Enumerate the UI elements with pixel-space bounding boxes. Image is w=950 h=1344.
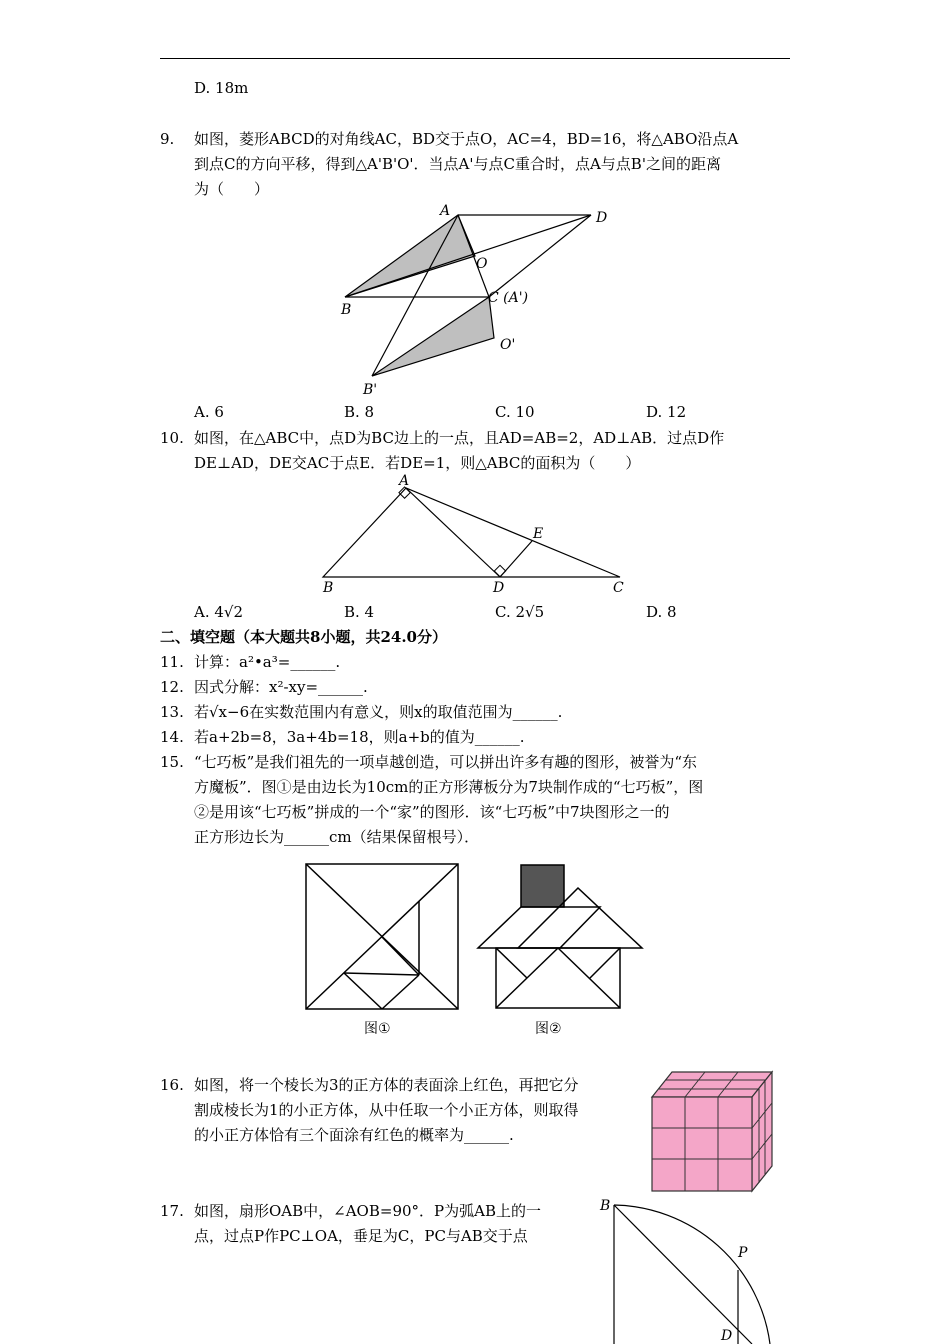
q15-line1: “七巧板”是我们祖先的一项卓越创造，可以拼出许多有趣的图形，被誉为“东 <box>194 753 698 771</box>
q11-number: 11. <box>160 653 184 671</box>
q16-cube-figure <box>645 1065 780 1195</box>
q8-option-d: D. 18m <box>194 79 249 97</box>
q15-line2: 方魔板”．图①是由边长为10cm的正方形薄板分为7块制作成的“七巧板”，图 <box>194 778 704 796</box>
q9-number: 9. <box>160 130 175 148</box>
q17-line1: 如图，扇形OAB中，∠AOB=90°．P为弧AB上的一 <box>194 1202 541 1220</box>
q10-number: 10. <box>160 429 184 447</box>
q10-option-b: B. 4 <box>344 603 375 621</box>
q16-line1: 如图，将一个棱长为3的正方体的表面涂上红色，再把它分 <box>194 1076 579 1094</box>
q15-line4: 正方形边长为______cm（结果保留根号）． <box>194 828 480 846</box>
q9-label-o-prime: O' <box>500 337 516 353</box>
q13-text: 若√x−6在实数范围内有意义，则x的取值范围为______. <box>194 703 563 721</box>
q15-caption-1: 图① <box>364 1021 391 1037</box>
q9-label-a: A <box>440 203 451 219</box>
q10-option-d: D. 8 <box>646 603 677 621</box>
header-rule <box>160 58 790 59</box>
q17-label-d: D <box>721 1328 733 1344</box>
q10-line2: DE⊥AD，DE交AC于点E．若DE=1，则△ABC的面积为（ ） <box>194 454 641 472</box>
q16-line3: 的小正方体恰有三个面涂有红色的概率为______. <box>194 1126 514 1144</box>
q13-number: 13. <box>160 703 184 721</box>
q9-shaded-triangle-abo <box>345 215 475 297</box>
tangram-house-figure <box>478 865 642 1008</box>
q9-option-c: C. 10 <box>495 403 535 421</box>
q10-label-a: A <box>399 473 410 489</box>
q15-figure <box>300 855 650 1045</box>
q9-label-b-prime: B' <box>363 382 378 398</box>
q9-option-a: A. 6 <box>194 403 224 421</box>
q17-label-b: B <box>600 1198 611 1214</box>
q12-text: 因式分解：x²-xy=______. <box>194 678 368 696</box>
q10-label-c: C <box>613 580 624 596</box>
q17-number: 17. <box>160 1202 184 1220</box>
q10-label-b: B <box>323 580 334 596</box>
q10-label-e: E <box>533 526 544 542</box>
q15-number: 15. <box>160 753 184 771</box>
q10-option-c: C. 2√5 <box>495 603 545 621</box>
q9-label-d: D <box>596 210 608 226</box>
q14-text: 若a+2b=8，3a+4b=18，则a+b的值为______. <box>194 728 525 746</box>
q9-option-d: D. 12 <box>646 403 687 421</box>
q10-option-a: A. 4√2 <box>194 603 244 621</box>
q9-label-o: O <box>476 256 488 272</box>
q11-text: 计算：a²•a³=______. <box>194 653 341 671</box>
q10-figure <box>315 470 635 600</box>
q17-line2: 点，过点P作PC⊥OA，垂足为C，PC与AB交于点 <box>194 1227 528 1245</box>
q17-sector-figure <box>595 1190 785 1344</box>
q16-line2: 割成棱长为1的小正方体，从中任取一个小正方体，则取得 <box>194 1101 579 1119</box>
q9-option-b: B. 8 <box>344 403 375 421</box>
q9-line3: 为（ ） <box>194 180 270 198</box>
q14-number: 14. <box>160 728 184 746</box>
q15-line3: ②是用该“七巧板”拼成的一个“家”的图形．该“七巧板”中7块图形之一的 <box>194 803 670 821</box>
q9-label-b: B <box>341 302 352 318</box>
q9-shaded-triangle-cbo <box>372 297 494 376</box>
tangram-square-figure <box>306 864 458 1009</box>
q9-figure <box>330 200 630 400</box>
section2-title: 二、填空题（本大题共8小题，共24.0分） <box>160 628 447 646</box>
q9-label-c: C (A') <box>488 290 529 306</box>
q10-line1: 如图，在△ABC中，点D为BC边上的一点，且AD=AB=2，AD⊥AB．过点D作 <box>194 429 725 447</box>
q15-caption-2: 图② <box>535 1021 562 1037</box>
q9-line1: 如图，菱形ABCD的对角线AC，BD交于点O，AC=4，BD=16，将△ABO沿点A <box>194 130 739 148</box>
q10-label-d: D <box>493 580 505 596</box>
q16-number: 16. <box>160 1076 184 1094</box>
q17-label-p: P <box>738 1245 748 1261</box>
q9-line2: 到点C的方向平移，得到△A'B'O'．当点A'与点C重合时，点A与点B'之间的距离 <box>194 155 721 173</box>
q12-number: 12. <box>160 678 184 696</box>
